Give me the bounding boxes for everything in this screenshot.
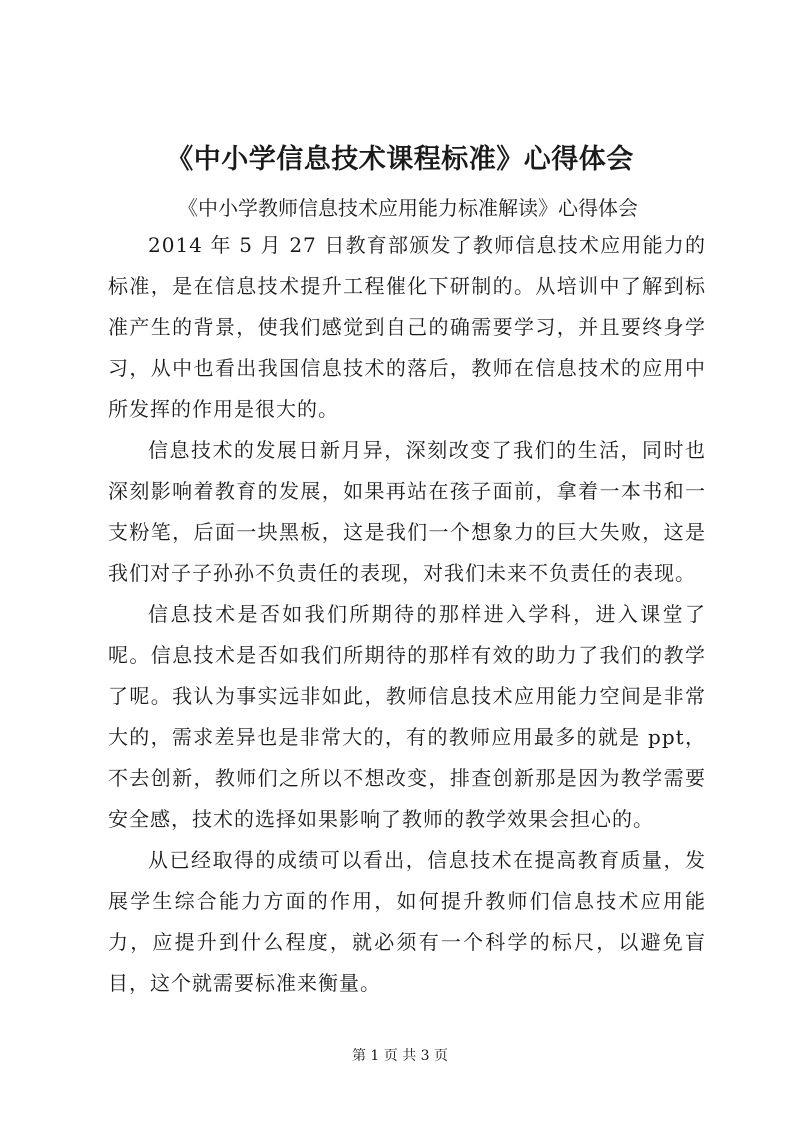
paragraph-2: 信息技术的发展日新月异，深刻改变了我们的生活，同时也深刻影响着教育的发展，如果再站在孩子面前，拿着一本书和一支粉笔，后面一块黑板，这是我们一个想象力的巨大失败，这是我们对子子孙孙不负责任的表现，对我们未来不负责任的表现。	[108, 438, 706, 585]
document-subtitle: 《中小学教师信息技术应用能力标准解读》心得体会	[178, 196, 638, 220]
paragraph-4: 从已经取得的成绩可以看出，信息技术在提高教育质量，发展学生综合能力方面的作用，如何提升教师们信息技术应用能力，应提升到什么程度，就必须有一个科学的标尺，以避免盲目，这个就需要标准来衡量。	[108, 848, 706, 995]
document-body	[108, 225, 706, 1004]
page-number-footer: 第 1 页 共 3 页	[351, 1048, 449, 1064]
paragraph-3: 信息技术是否如我们所期待的那样进入学科，进入课堂了呢。信息技术是否如我们所期待的那样有效的助力了我们的教学了呢。我认为事实远非如此，教师信息技术应用能力空间是非常大的，需求差异也是非常大的，有的教师应用最多的就是 ppt，不去创新，教师们之所以不想改变，排查创新那是因为教学需要安全感，技术的选择如果影响了教师的教学效果会担心的。	[108, 602, 706, 831]
document-title: 《中小学信息技术课程标准》心得体会	[166, 144, 634, 175]
paragraph-1: 2014 年 5 月 27 日教育部颁发了教师信息技术应用能力的标准，是在信息技术提升工程催化下研制的。从培训中了解到标准产生的背景，使我们感觉到自己的确需要学习，并且要终身学习，从中也看出我国信息技术的落后，教师在信息技术的应用中所发挥的作用是很大的。	[108, 233, 706, 421]
